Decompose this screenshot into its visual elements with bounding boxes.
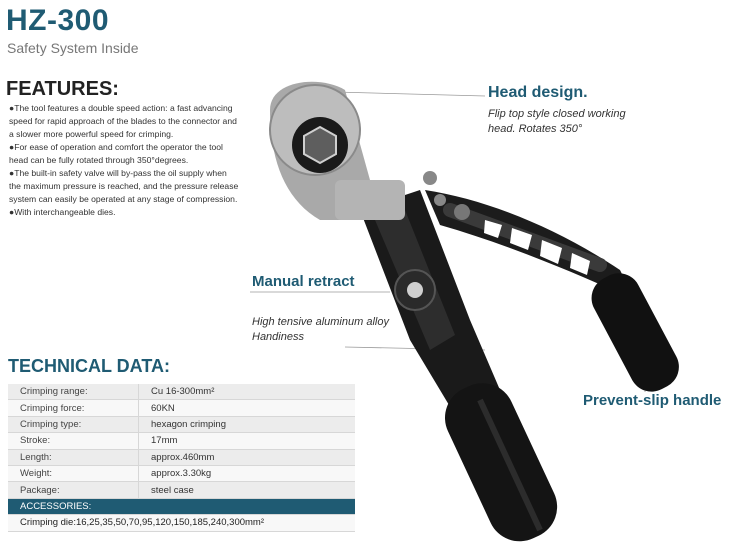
head-callout-line [335, 92, 485, 96]
spec-label: Stroke: [8, 433, 139, 449]
accessories-label: ACCESSORIES: [8, 498, 355, 514]
feature-item: ●The tool features a double speed action: a fast advancing speed for rapid approach of the blades to the connector and a slower more powerful speed for crimping. [9, 103, 237, 139]
lever-grip [584, 266, 687, 400]
spec-value: 60KN [139, 400, 356, 416]
table-row [8, 400, 355, 416]
spec-value: steel case [139, 482, 356, 498]
aluminum-desc: High tensive aluminum alloy Handiness [252, 316, 389, 343]
spec-value: hexagon crimping [139, 416, 356, 432]
spec-label: Length: [8, 449, 139, 465]
features-heading: FEATURES: [6, 78, 119, 100]
crimping-die-value: Crimping die:16,25,35,50,70,95,120,150,185,240,300mm² [8, 515, 355, 531]
spec-value: approx.3.30kg [139, 465, 356, 481]
feature-item: ●The built-in safety valve will by-pass the oil supply when the maximum pressure is reached, and the pressure release system can easily be operated at any stage of compression. [9, 168, 239, 204]
table-row [8, 384, 355, 400]
model-title: HZ-300 [6, 4, 110, 37]
head-design-desc: Flip top style closed working head. Rotates 350° [488, 108, 626, 135]
spec-label: Package: [8, 482, 139, 498]
feature-item: ●With interchangeable dies. [9, 207, 116, 217]
prevent-slip-title: Prevent-slip handle [583, 392, 722, 409]
spec-value: approx.460mm [139, 449, 356, 465]
accessories-row [8, 498, 355, 514]
features-list [9, 102, 239, 219]
head-design-title: Head design. [488, 84, 588, 101]
table-row [8, 482, 355, 498]
spec-value: 17mm [139, 433, 356, 449]
spec-label: Crimping range: [8, 384, 139, 400]
crimping-die-row [8, 515, 355, 531]
table-row [8, 465, 355, 481]
technical-table [8, 384, 355, 532]
table-row [8, 416, 355, 432]
manual-retract-title: Manual retract [252, 273, 355, 290]
main-grip [434, 373, 567, 550]
subtitle: Safety System Inside [7, 40, 139, 56]
technical-heading: TECHNICAL DATA: [8, 356, 170, 376]
spec-label: Crimping type: [8, 416, 139, 432]
spec-label: Crimping force: [8, 400, 139, 416]
feature-item: ●For ease of operation and comfort the operator the tool head can be fully rotated through 350°degrees. [9, 142, 223, 165]
spec-value: Cu 16-300mm² [139, 384, 356, 400]
table-row [8, 433, 355, 449]
table-row [8, 449, 355, 465]
spec-label: Weight: [8, 465, 139, 481]
